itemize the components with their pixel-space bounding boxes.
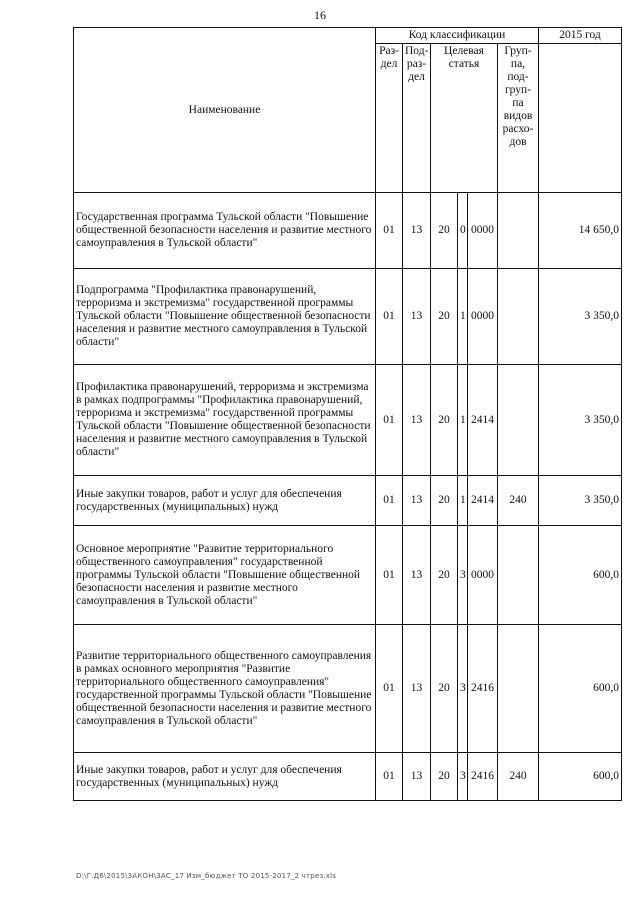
row-amount: 3 350,0 [539,269,622,365]
row-target-direction: 0000 [468,269,498,365]
file-path-footer: D:\Г.Д6\2015\ЗАКОН\ЗАС_17 Изм_бюджет ТО 2015-2017_2 чтрез.xls [76,872,337,880]
row-target-subprogram: 1 [458,269,468,365]
row-target-subprogram: 3 [458,753,468,801]
row-razdel: 01 [376,625,403,753]
row-name: Развитие территориального общественного самоуправления в рамках основного мероприятия "Развитие территориального общественного самоуправления" государственной программы Тульской области "Повышение общественной безопасности населения и развитие местного самоуправления в Тульской области" [74,625,376,753]
table-row [74,365,622,476]
row-amount: 600,0 [539,753,622,801]
row-expense-group [498,269,539,365]
header-razdel: Раз- дел [376,44,403,193]
row-podrazdel: 13 [403,753,431,801]
row-target-direction: 0000 [468,526,498,625]
header-podrazdel: Под- раз- дел [403,44,431,193]
row-target-direction: 2414 [468,476,498,526]
header-target-article: Целевая статья [431,44,498,193]
row-expense-group: 240 [498,753,539,801]
row-name: Государственная программа Тульской области "Повышение общественной безопасности населения и развитие местного самоуправления в Тульской области" [74,193,376,269]
header-year-blank [539,44,622,193]
row-target-subprogram: 0 [458,193,468,269]
row-podrazdel: 13 [403,476,431,526]
row-amount: 14 650,0 [539,193,622,269]
row-expense-group: 240 [498,476,539,526]
budget-table [73,27,622,801]
row-name: Подпрограмма "Профилактика правонарушений, терроризма и экстремизма" государственной программы Тульской области "Повышение общественной безопасности населения и развитие местного самоуправления в Тульской области" [74,269,376,365]
row-expense-group [498,526,539,625]
table-row [74,476,622,526]
row-amount: 600,0 [539,625,622,753]
row-target-direction: 2416 [468,625,498,753]
table-row [74,193,622,269]
table-row [74,753,622,801]
row-podrazdel: 13 [403,269,431,365]
row-expense-group [498,365,539,476]
table-row [74,269,622,365]
row-target-program: 20 [431,625,458,753]
row-razdel: 01 [376,365,403,476]
row-target-direction: 2416 [468,753,498,801]
row-expense-group [498,193,539,269]
row-target-program: 20 [431,753,458,801]
header-classification: Код классификации [376,28,539,44]
row-target-program: 20 [431,526,458,625]
row-podrazdel: 13 [403,526,431,625]
row-amount: 3 350,0 [539,476,622,526]
header-name: Наименование [74,28,376,193]
header-year: 2015 год [539,28,622,44]
table-row [74,526,622,625]
row-razdel: 01 [376,193,403,269]
table-row [74,625,622,753]
row-target-program: 20 [431,193,458,269]
row-name: Профилактика правонарушений, терроризма и экстремизма в рамках подпрограммы "Профилактика правонарушений, терроризма и экстремизма" государственной программы Тульской области "Повышение общественной безопасности населения и развитие местного самоуправления в Тульской области" [74,365,376,476]
row-target-subprogram: 1 [458,365,468,476]
header-expense-group: Груп- па, под- груп- па видов расхо- дов [498,44,539,193]
row-amount: 3 350,0 [539,365,622,476]
page-number: 16 [314,8,326,22]
row-razdel: 01 [376,269,403,365]
row-razdel: 01 [376,476,403,526]
row-target-program: 20 [431,365,458,476]
row-target-direction: 2414 [468,365,498,476]
row-expense-group [498,625,539,753]
row-target-subprogram: 1 [458,476,468,526]
row-amount: 600,0 [539,526,622,625]
row-target-subprogram: 3 [458,625,468,753]
row-podrazdel: 13 [403,625,431,753]
row-razdel: 01 [376,526,403,625]
row-name: Иные закупки товаров, работ и услуг для обеспечения государственных (муниципальных) нужд [74,753,376,801]
row-podrazdel: 13 [403,193,431,269]
table-header [74,28,622,193]
row-target-program: 20 [431,476,458,526]
row-razdel: 01 [376,753,403,801]
row-target-direction: 0000 [468,193,498,269]
row-target-program: 20 [431,269,458,365]
row-target-subprogram: 3 [458,526,468,625]
row-name: Основное мероприятие "Развитие территориального общественного самоуправления" государственной программы Тульской области "Повышение общественной безопасности населения и развитие местного самоуправления в Тульской области" [74,526,376,625]
row-name: Иные закупки товаров, работ и услуг для обеспечения государственных (муниципальных) нужд [74,476,376,526]
row-podrazdel: 13 [403,365,431,476]
